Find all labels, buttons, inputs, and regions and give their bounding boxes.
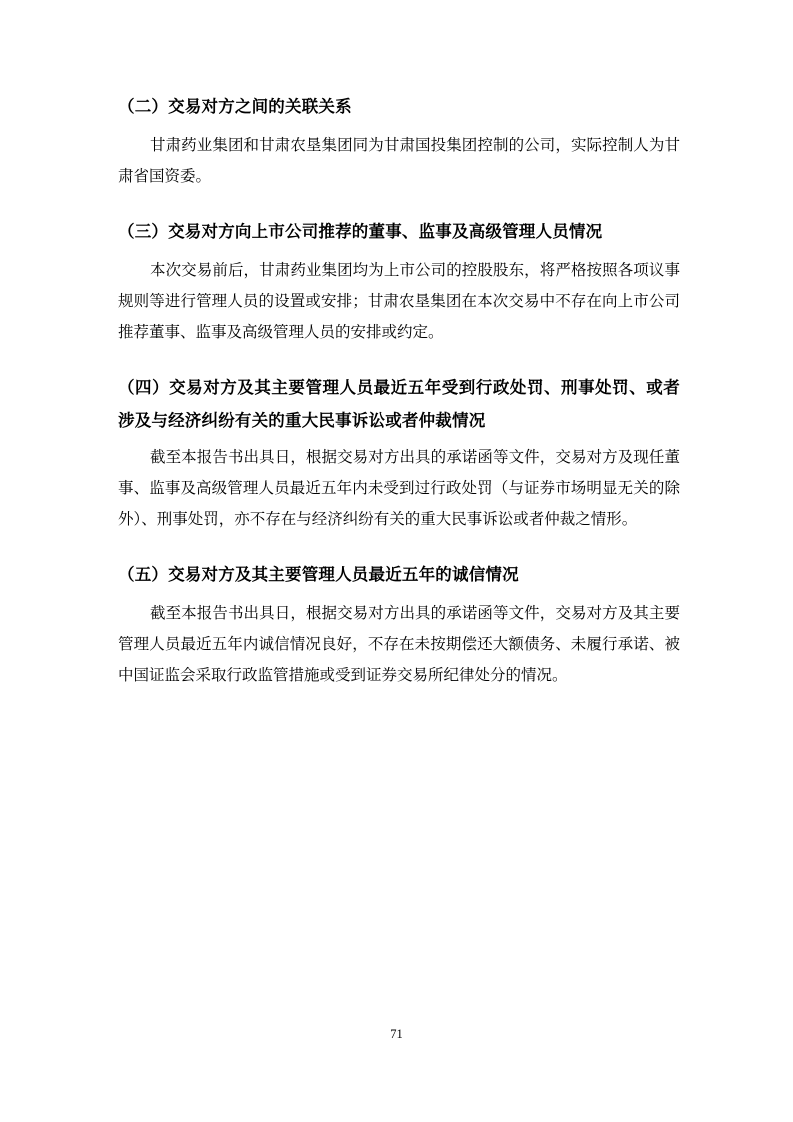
section-heading-4: （四）交易对方及其主要管理人员最近五年受到行政处罚、刑事处罚、或者涉及与经济纠纷有关的重大民事诉讼或者仲裁情况 bbox=[118, 377, 680, 431]
section-heading-2: （二）交易对方之间的关联关系 bbox=[118, 97, 352, 116]
spacer bbox=[118, 348, 680, 354]
section-heading-3: （三）交易对方向上市公司推荐的董事、监事及高级管理人员情况 bbox=[118, 221, 603, 241]
spacer bbox=[118, 535, 680, 541]
section-paragraph-2-1: 甘肃药业集团和甘肃农垦集团同为甘肃国投集团控制的公司，实际控制人为甘肃省国资委。 bbox=[118, 136, 680, 185]
section-paragraph-4-1: 截至本报告书出具日，根据交易对方出具的承诺函等文件，交易对方及现任董事、监事及高级管理人员最近五年内未受到过行政处罚（与证券市场明显无关的除外）、刑事处罚，亦不存在与经济纠纷有关的重大民事诉讼或者仲裁之情形。 bbox=[118, 449, 680, 529]
page-number: 71 bbox=[390, 1027, 403, 1041]
section-paragraph-3-1: 本次交易前后，甘肃药业集团均为上市公司的控股股东，将严格按照各项议事规则等进行管理人员的设置或安排；甘肃农垦集团在本次交易中不存在向上市公司推荐董事、监事及高级管理人员的安排或约定。 bbox=[118, 261, 680, 341]
spacer bbox=[118, 192, 680, 198]
document-body bbox=[118, 90, 680, 691]
section-paragraph-5-1: 截至本报告书出具日，根据交易对方出具的承诺函等文件，交易对方及其主要管理人员最近五年内诚信情况良好，不存在未按期偿还大额债务、未履行承诺、被中国证监会采取行政监管措施或受到证券交易所纪律处分的情况。 bbox=[118, 605, 680, 685]
section-heading-5: （五）交易对方及其主要管理人员最近五年的诚信情况 bbox=[118, 565, 519, 585]
